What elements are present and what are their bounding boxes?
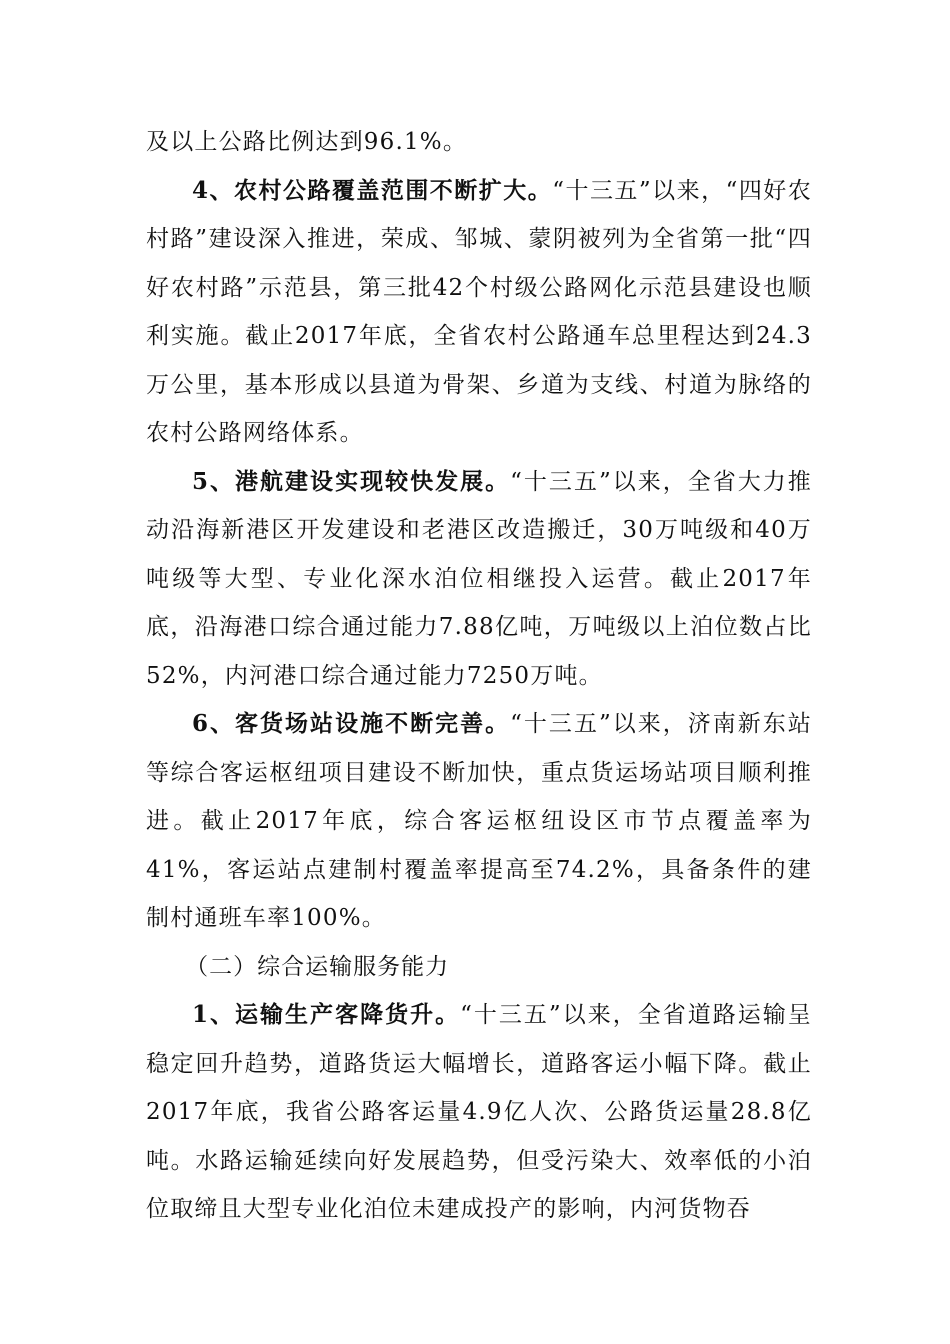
- paragraph-text: 及以上公路比例达到96.1%。: [146, 129, 468, 155]
- paragraph-transport-production: [146, 991, 812, 1234]
- paragraph-port-construction: [146, 458, 812, 701]
- paragraph-heading: 6、客货场站设施不断完善。: [192, 710, 511, 737]
- paragraph-text: “十三五”以来，全省大力推动沿海新港区开发建设和老港区改造搬迁，30万吨级和40万吨级等大型、专业化深水泊位相继投入运营。截止2017年底，沿海港口综合通过能力7.88亿吨，万吨级以上泊位数占比52%，内河港口综合通过能力7250万吨。: [146, 468, 813, 689]
- paragraph-heading: 4、农村公路覆盖范围不断扩大。: [192, 176, 553, 204]
- paragraph-heading: 1、运输生产客降货升。: [192, 1001, 461, 1028]
- paragraph-text: “十三五”以来，“四好农村路”建设深入推进，荣成、邹城、蒙阴被列为全省第一批“四好农村路”示范县，第三批42个村级公路网化示范县建设也顺利实施。截止2017年底，全省农村公路通车总里程达到24.3万公里，基本形成以县道为骨架、乡道为支线、村道为脉络的农村公路网络体系。: [146, 177, 812, 446]
- document-page: [146, 118, 812, 1234]
- subsection-title: （二）综合运输服务能力: [185, 953, 450, 980]
- paragraph-continuation: [146, 118, 812, 167]
- paragraph-text: “十三五”以来，济南新东站等综合客运枢纽项目建设不断加快，重点货运场站项目顺利推进。截止2017年底，综合客运枢纽设区市节点覆盖率为41%，客运站点建制村覆盖率提高至74.2%，具备条件的建制村通班车率100%。: [146, 711, 813, 931]
- paragraph-heading: 5、港航建设实现较快发展。: [192, 467, 511, 495]
- paragraph-text: “十三五”以来，全省道路运输呈稳定回升趋势，道路货运大幅增长，道路客运小幅下降。截止2017年底，我省公路客运量4.9亿人次、公路货运量28.8亿吨。水路运输延续向好发展趋势，但受污染大、效率低的小泊位取缔且大型专业化泊位未建成投产的影响，内河货物吞: [146, 1002, 812, 1222]
- paragraph-stations: [146, 700, 812, 943]
- paragraph-rural-roads: [146, 167, 812, 458]
